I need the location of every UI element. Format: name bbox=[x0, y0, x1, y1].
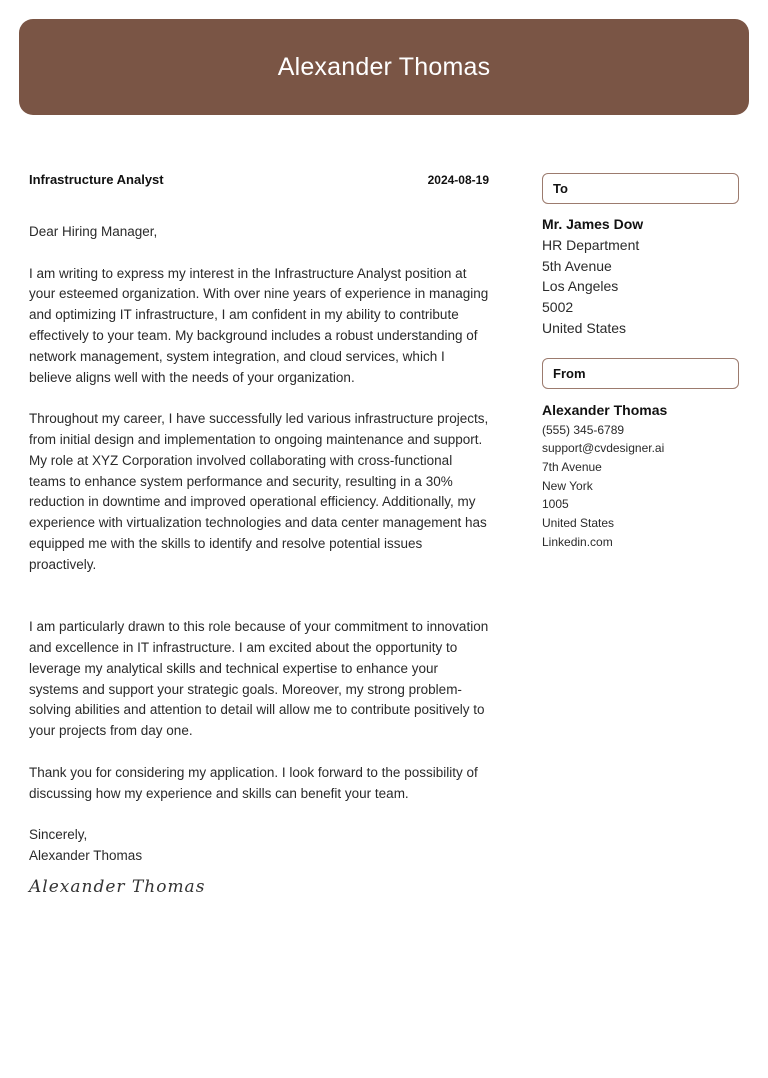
sender-city: New York bbox=[542, 478, 593, 493]
from-label: From bbox=[553, 365, 586, 381]
sender-zip: 1005 bbox=[542, 497, 569, 512]
closing-name: Alexander Thomas bbox=[29, 847, 143, 863]
recipient-city: Los Angeles bbox=[542, 278, 619, 295]
recipient-zip: 5002 bbox=[542, 299, 574, 316]
to-label: To bbox=[553, 181, 568, 196]
recipient-country: United States bbox=[542, 319, 627, 336]
header-banner bbox=[19, 19, 749, 115]
letter-body bbox=[29, 172, 489, 897]
recipient-department: HR Department bbox=[542, 236, 640, 253]
paragraph-3: I am particularly drawn to this role because of your commitment to innovation and excellence in IT infrastructure. I am excited about the opportunity to leverage my analytical skills and technical expertise to enhance your systems and support your strategic goals. Moreover, my strong problem-solving abilities and attention to detail will allow me to contribute positively to your projects from day one. bbox=[29, 619, 489, 739]
sender-country: United States bbox=[542, 516, 615, 531]
paragraph-4: Thank you for considering my application. I look forward to the possibility of discussing how my experience and skills can benefit your team. bbox=[29, 764, 478, 801]
signature: Alexander Thomas bbox=[29, 876, 206, 897]
sidebar bbox=[542, 173, 739, 552]
recipient-street: 5th Avenue bbox=[542, 257, 612, 274]
greeting: Dear Hiring Manager, bbox=[29, 224, 158, 239]
applicant-name: Alexander Thomas bbox=[277, 52, 491, 81]
title-row bbox=[29, 172, 489, 192]
sender-phone: (555) 345-6789 bbox=[542, 422, 625, 437]
recipient-name: Mr. James Dow bbox=[542, 216, 644, 232]
sender-name: Alexander Thomas bbox=[542, 401, 668, 418]
job-title: Infrastructure Analyst bbox=[29, 172, 164, 187]
sender-email: support@cvdesigner.ai bbox=[542, 441, 665, 456]
paragraph-2: Throughout my career, I have successfully led various infrastructure projects, from initial design and implementation to ongoing maintenance and support. My role at XYZ Corporation involved collaborating with cross-functional teams to enhance system performance and security, resulting in a 30% reduction in downtime and improved operational efficiency. Additionally, my experience with virtualization technologies and data center management has equipped me with the skills to identify and resolve potential issues proactively. bbox=[29, 411, 489, 572]
closing: Sincerely, bbox=[29, 827, 88, 843]
sender-linkedin: Linkedin.com bbox=[542, 534, 613, 549]
from-section-header bbox=[542, 358, 739, 389]
to-section-header bbox=[542, 173, 739, 204]
letter-date: 2024-08-19 bbox=[427, 173, 489, 187]
paragraph-1: I am writing to express my interest in the Infrastructure Analyst position at your esteemed organization. With over nine years of experience in managing and optimizing IT infrastructure, I am confident in my ability to contribute effectively to your team. My background includes a robust understanding of network management, system integration, and cloud services, which I believe aligns well with the needs of your organization. bbox=[29, 265, 489, 385]
sender-street: 7th Avenue bbox=[542, 459, 602, 474]
